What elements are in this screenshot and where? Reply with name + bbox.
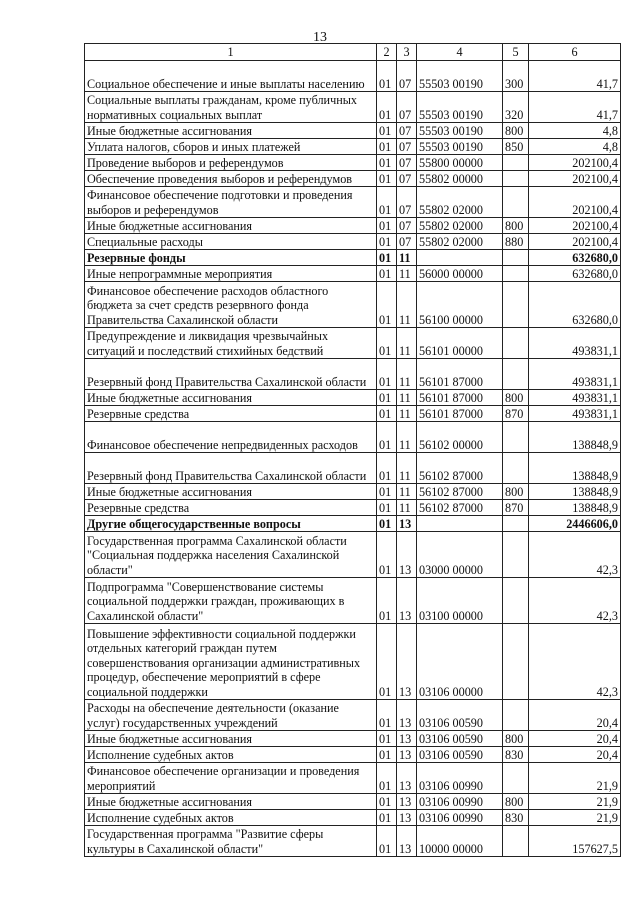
- row-name-cell: Иные бюджетные ассигнования: [85, 731, 377, 747]
- row-subsection-cell: 11: [397, 266, 417, 282]
- row-section-cell: 01: [377, 810, 397, 826]
- row-name-cell: Резервные средства: [85, 500, 377, 516]
- row-amount-cell: 493831,1: [529, 328, 621, 359]
- budget-table: [84, 43, 621, 857]
- row-target-article-cell: 03106 00000: [417, 624, 503, 700]
- row-expense-type-cell: [503, 359, 529, 390]
- row-section-cell: 01: [377, 763, 397, 794]
- row-section-cell: 01: [377, 484, 397, 500]
- table-row: [85, 61, 621, 92]
- table-row: [85, 500, 621, 516]
- row-amount-cell: 4,8: [529, 123, 621, 139]
- row-name-cell: Иные бюджетные ассигнования: [85, 123, 377, 139]
- header-col-2: 2: [377, 44, 397, 61]
- row-name-cell: Уплата налогов, сборов и иных платежей: [85, 139, 377, 155]
- row-target-article-cell: 56102 87000: [417, 484, 503, 500]
- table-row: [85, 406, 621, 422]
- row-target-article-cell: 56101 87000: [417, 406, 503, 422]
- row-section-cell: 01: [377, 171, 397, 187]
- row-subsection-cell: 11: [397, 282, 417, 328]
- row-amount-cell: 157627,5: [529, 826, 621, 857]
- row-name-cell: Финансовое обеспечение непредвиденных расходов: [85, 422, 377, 453]
- row-subsection-cell: 13: [397, 794, 417, 810]
- row-amount-cell: 493831,1: [529, 390, 621, 406]
- table-row: [85, 700, 621, 731]
- row-subsection-cell: 13: [397, 731, 417, 747]
- header-col-4: 4: [417, 44, 503, 61]
- row-expense-type-cell: [503, 328, 529, 359]
- row-section-cell: 01: [377, 282, 397, 328]
- table-row: [85, 187, 621, 218]
- row-expense-type-cell: [503, 171, 529, 187]
- row-name-cell: Резервные средства: [85, 406, 377, 422]
- row-target-article-cell: 03106 00590: [417, 747, 503, 763]
- row-section-cell: 01: [377, 234, 397, 250]
- row-name-cell: Другие общегосударственные вопросы: [85, 516, 377, 532]
- table-row: [85, 810, 621, 826]
- row-section-cell: 01: [377, 731, 397, 747]
- row-section-cell: 01: [377, 453, 397, 484]
- row-section-cell: 01: [377, 578, 397, 624]
- row-expense-type-cell: [503, 187, 529, 218]
- row-amount-cell: 632680,0: [529, 250, 621, 266]
- row-expense-type-cell: [503, 826, 529, 857]
- row-target-article-cell: 55802 02000: [417, 187, 503, 218]
- row-section-cell: 01: [377, 406, 397, 422]
- row-amount-cell: 202100,4: [529, 155, 621, 171]
- row-subsection-cell: 11: [397, 422, 417, 453]
- row-amount-cell: 20,4: [529, 700, 621, 731]
- row-section-cell: 01: [377, 794, 397, 810]
- row-amount-cell: 138848,9: [529, 453, 621, 484]
- header-col-3: 3: [397, 44, 417, 61]
- row-amount-cell: 138848,9: [529, 422, 621, 453]
- row-expense-type-cell: 830: [503, 810, 529, 826]
- row-expense-type-cell: [503, 624, 529, 700]
- row-expense-type-cell: 800: [503, 123, 529, 139]
- row-target-article-cell: 56000 00000: [417, 266, 503, 282]
- row-amount-cell: 41,7: [529, 92, 621, 123]
- table-row: [85, 826, 621, 857]
- row-target-article-cell: 55802 00000: [417, 171, 503, 187]
- row-name-cell: Иные бюджетные ассигнования: [85, 390, 377, 406]
- row-subsection-cell: 11: [397, 359, 417, 390]
- row-expense-type-cell: [503, 422, 529, 453]
- table-row: [85, 624, 621, 700]
- row-amount-cell: 202100,4: [529, 234, 621, 250]
- row-name-cell: Финансовое обеспечение подготовки и проведения выборов и референдумов: [85, 187, 377, 218]
- row-section-cell: 01: [377, 266, 397, 282]
- row-subsection-cell: 13: [397, 700, 417, 731]
- row-section-cell: 01: [377, 61, 397, 92]
- row-name-cell: Иные бюджетные ассигнования: [85, 218, 377, 234]
- row-expense-type-cell: [503, 155, 529, 171]
- row-name-cell: Предупреждение и ликвидация чрезвычайных ситуаций и последствий стихийных бедствий: [85, 328, 377, 359]
- row-expense-type-cell: [503, 516, 529, 532]
- row-expense-type-cell: [503, 282, 529, 328]
- table-row: [85, 328, 621, 359]
- row-expense-type-cell: 870: [503, 406, 529, 422]
- row-subsection-cell: 11: [397, 328, 417, 359]
- row-target-article-cell: 03106 00990: [417, 763, 503, 794]
- row-expense-type-cell: 320: [503, 92, 529, 123]
- row-subsection-cell: 13: [397, 516, 417, 532]
- row-name-cell: Иные непрограммные мероприятия: [85, 266, 377, 282]
- row-target-article-cell: 55802 02000: [417, 234, 503, 250]
- row-subsection-cell: 13: [397, 747, 417, 763]
- row-section-cell: 01: [377, 155, 397, 171]
- table-row: [85, 390, 621, 406]
- row-subsection-cell: 07: [397, 171, 417, 187]
- table-row: [85, 484, 621, 500]
- row-name-cell: Финансовое обеспечение организации и проведения мероприятий: [85, 763, 377, 794]
- row-expense-type-cell: 800: [503, 390, 529, 406]
- row-target-article-cell: 55802 02000: [417, 218, 503, 234]
- row-target-article-cell: 03106 00990: [417, 810, 503, 826]
- row-target-article-cell: 03106 00590: [417, 731, 503, 747]
- row-section-cell: 01: [377, 139, 397, 155]
- row-amount-cell: 4,8: [529, 139, 621, 155]
- table-row: [85, 731, 621, 747]
- row-name-cell: Государственная программа Сахалинской области "Социальная поддержка населения Сахалинской области": [85, 532, 377, 578]
- row-name-cell: Подпрограмма "Совершенствование системы социальной поддержки граждан, проживающих в Сахалинской области": [85, 578, 377, 624]
- table-row: [85, 453, 621, 484]
- row-amount-cell: 42,3: [529, 624, 621, 700]
- row-amount-cell: 21,9: [529, 763, 621, 794]
- row-section-cell: 01: [377, 123, 397, 139]
- table-row: [85, 422, 621, 453]
- table-row: [85, 218, 621, 234]
- row-amount-cell: 632680,0: [529, 282, 621, 328]
- row-target-article-cell: 56101 87000: [417, 359, 503, 390]
- table-row: [85, 282, 621, 328]
- row-amount-cell: 202100,4: [529, 171, 621, 187]
- row-name-cell: Повышение эффективности социальной поддержки отдельных категорий граждан путем совершенствования организации административных процедур, обеспечение мероприятий в сфере социальной поддержки: [85, 624, 377, 700]
- row-expense-type-cell: 800: [503, 794, 529, 810]
- row-amount-cell: 138848,9: [529, 484, 621, 500]
- page-number: 13: [313, 30, 327, 45]
- row-target-article-cell: 55503 00190: [417, 139, 503, 155]
- row-expense-type-cell: [503, 532, 529, 578]
- row-expense-type-cell: 880: [503, 234, 529, 250]
- table-row: [85, 532, 621, 578]
- row-section-cell: 01: [377, 624, 397, 700]
- row-target-article-cell: 56100 00000: [417, 282, 503, 328]
- row-target-article-cell: 55503 00190: [417, 92, 503, 123]
- row-target-article-cell: 10000 00000: [417, 826, 503, 857]
- row-name-cell: Резервный фонд Правительства Сахалинской области: [85, 359, 377, 390]
- row-expense-type-cell: 870: [503, 500, 529, 516]
- row-expense-type-cell: 800: [503, 484, 529, 500]
- row-subsection-cell: 11: [397, 406, 417, 422]
- row-section-cell: 01: [377, 700, 397, 731]
- row-target-article-cell: 56102 87000: [417, 453, 503, 484]
- row-section-cell: 01: [377, 516, 397, 532]
- row-name-cell: Иные бюджетные ассигнования: [85, 484, 377, 500]
- row-name-cell: Резервные фонды: [85, 250, 377, 266]
- row-target-article-cell: 56101 00000: [417, 328, 503, 359]
- row-amount-cell: 202100,4: [529, 187, 621, 218]
- table-row: [85, 250, 621, 266]
- row-subsection-cell: 07: [397, 61, 417, 92]
- row-section-cell: 01: [377, 747, 397, 763]
- row-subsection-cell: 07: [397, 234, 417, 250]
- header-col-5: 5: [503, 44, 529, 61]
- row-subsection-cell: 07: [397, 139, 417, 155]
- row-section-cell: 01: [377, 532, 397, 578]
- row-target-article-cell: [417, 250, 503, 266]
- row-subsection-cell: 13: [397, 624, 417, 700]
- row-section-cell: 01: [377, 92, 397, 123]
- row-target-article-cell: 03106 00590: [417, 700, 503, 731]
- table-row: [85, 266, 621, 282]
- row-subsection-cell: 11: [397, 453, 417, 484]
- row-section-cell: 01: [377, 422, 397, 453]
- row-expense-type-cell: [503, 578, 529, 624]
- row-amount-cell: 20,4: [529, 747, 621, 763]
- table-row: [85, 516, 621, 532]
- row-section-cell: 01: [377, 218, 397, 234]
- row-subsection-cell: 07: [397, 218, 417, 234]
- row-section-cell: 01: [377, 359, 397, 390]
- row-name-cell: Обеспечение проведения выборов и референдумов: [85, 171, 377, 187]
- row-expense-type-cell: 830: [503, 747, 529, 763]
- row-amount-cell: 493831,1: [529, 406, 621, 422]
- row-target-article-cell: 03000 00000: [417, 532, 503, 578]
- row-target-article-cell: 56102 00000: [417, 422, 503, 453]
- row-expense-type-cell: 800: [503, 218, 529, 234]
- row-subsection-cell: 11: [397, 390, 417, 406]
- row-section-cell: 01: [377, 390, 397, 406]
- row-subsection-cell: 07: [397, 155, 417, 171]
- row-amount-cell: 42,3: [529, 532, 621, 578]
- row-expense-type-cell: [503, 763, 529, 794]
- row-section-cell: 01: [377, 250, 397, 266]
- row-target-article-cell: 55800 00000: [417, 155, 503, 171]
- row-amount-cell: 42,3: [529, 578, 621, 624]
- row-expense-type-cell: 300: [503, 61, 529, 92]
- row-name-cell: Финансовое обеспечение расходов областного бюджета за счет средств резервного фонда Правительства Сахалинской области: [85, 282, 377, 328]
- row-amount-cell: 41,7: [529, 61, 621, 92]
- row-subsection-cell: 11: [397, 484, 417, 500]
- header-col-1: 1: [85, 44, 377, 61]
- row-name-cell: Исполнение судебных актов: [85, 810, 377, 826]
- table-row: [85, 578, 621, 624]
- row-target-article-cell: 03106 00990: [417, 794, 503, 810]
- row-subsection-cell: 07: [397, 187, 417, 218]
- row-subsection-cell: 13: [397, 532, 417, 578]
- table-row: [85, 359, 621, 390]
- row-subsection-cell: 13: [397, 826, 417, 857]
- row-amount-cell: 138848,9: [529, 500, 621, 516]
- row-section-cell: 01: [377, 187, 397, 218]
- row-name-cell: Социальное обеспечение и иные выплаты населению: [85, 61, 377, 92]
- row-name-cell: Государственная программа "Развитие сферы культуры в Сахалинской области": [85, 826, 377, 857]
- header-col-6: 6: [529, 44, 621, 61]
- row-expense-type-cell: [503, 453, 529, 484]
- row-target-article-cell: [417, 516, 503, 532]
- row-section-cell: 01: [377, 328, 397, 359]
- row-amount-cell: 2446606,0: [529, 516, 621, 532]
- row-expense-type-cell: [503, 700, 529, 731]
- table-row: [85, 747, 621, 763]
- row-name-cell: Социальные выплаты гражданам, кроме публичных нормативных социальных выплат: [85, 92, 377, 123]
- row-amount-cell: 21,9: [529, 794, 621, 810]
- table-row: [85, 763, 621, 794]
- row-section-cell: 01: [377, 500, 397, 516]
- row-amount-cell: 632680,0: [529, 266, 621, 282]
- row-target-article-cell: 56102 87000: [417, 500, 503, 516]
- row-expense-type-cell: 850: [503, 139, 529, 155]
- row-subsection-cell: 07: [397, 123, 417, 139]
- row-amount-cell: 20,4: [529, 731, 621, 747]
- row-name-cell: Специальные расходы: [85, 234, 377, 250]
- row-expense-type-cell: [503, 266, 529, 282]
- row-subsection-cell: 11: [397, 500, 417, 516]
- row-amount-cell: 493831,1: [529, 359, 621, 390]
- row-subsection-cell: 07: [397, 92, 417, 123]
- table-row: [85, 234, 621, 250]
- row-subsection-cell: 13: [397, 763, 417, 794]
- row-target-article-cell: 56101 87000: [417, 390, 503, 406]
- table-row: [85, 92, 621, 123]
- row-name-cell: Проведение выборов и референдумов: [85, 155, 377, 171]
- row-subsection-cell: 11: [397, 250, 417, 266]
- row-name-cell: Расходы на обеспечение деятельности (оказание услуг) государственных учреждений: [85, 700, 377, 731]
- table-row: [85, 794, 621, 810]
- table-header-row: [85, 44, 621, 61]
- row-target-article-cell: 55503 00190: [417, 123, 503, 139]
- row-name-cell: Иные бюджетные ассигнования: [85, 794, 377, 810]
- row-subsection-cell: 13: [397, 810, 417, 826]
- row-name-cell: Исполнение судебных актов: [85, 747, 377, 763]
- row-name-cell: Резервный фонд Правительства Сахалинской области: [85, 453, 377, 484]
- row-amount-cell: 21,9: [529, 810, 621, 826]
- row-target-article-cell: 03100 00000: [417, 578, 503, 624]
- row-amount-cell: 202100,4: [529, 218, 621, 234]
- table-row: [85, 171, 621, 187]
- row-expense-type-cell: 800: [503, 731, 529, 747]
- table-row: [85, 155, 621, 171]
- row-expense-type-cell: [503, 250, 529, 266]
- table-row: [85, 139, 621, 155]
- row-subsection-cell: 13: [397, 578, 417, 624]
- row-target-article-cell: 55503 00190: [417, 61, 503, 92]
- table-row: [85, 123, 621, 139]
- row-section-cell: 01: [377, 826, 397, 857]
